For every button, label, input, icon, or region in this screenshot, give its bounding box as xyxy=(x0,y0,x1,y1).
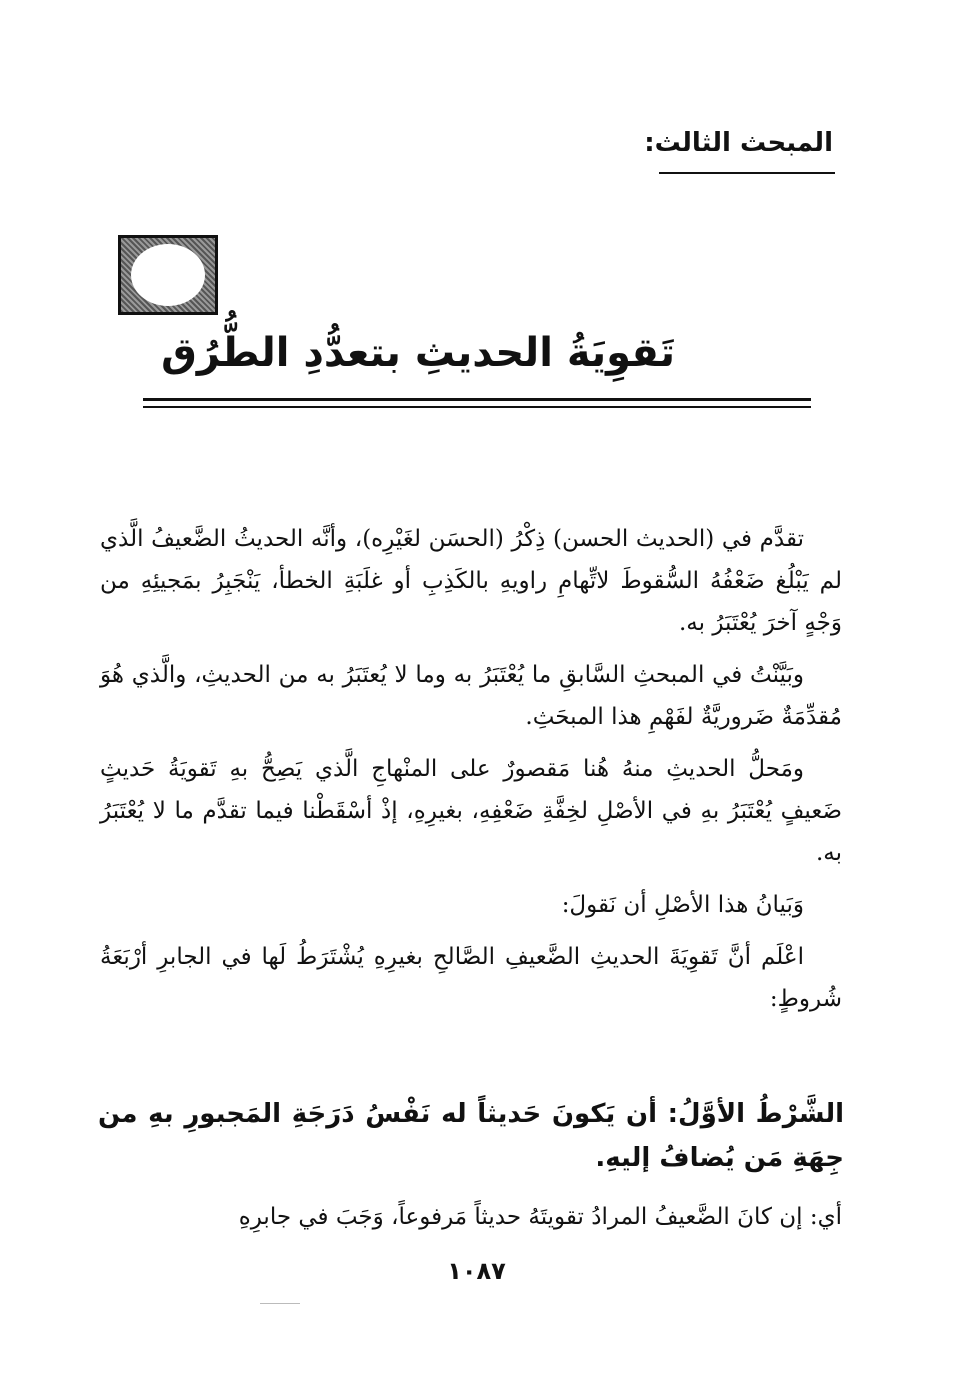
section-label: المبحث الثالث: xyxy=(644,128,833,158)
paragraph-3: ومَحلُّ الحديثِ منهُ هُنا مَقصورٌ على المنْهاجِ الَّذي يَصِحُّ بهِ تَقويَةُ حَديثٍ ضَعيفٍ يُعْتَبَرُ بهِ في الأصْلِ لخِفَّةِ ضَعْفِهِ، بغيرِهِ، إذْ أسْقَطْنا فيما تقدَّم ما لا يُعْتَبَرُ به. xyxy=(100,756,842,866)
paragraph-continued: أي: إن كانَ الضَّعيفُ المرادُ تقويتَهُ حديثاً مَرفوعاً، وَجَبَ في جابرِهِ xyxy=(238,1204,842,1230)
ornament-frame-icon xyxy=(118,235,218,315)
page-number: ١٠٨٧ xyxy=(447,1257,506,1285)
paragraph-4: وَبَيانُ هذا الأصْلِ أن نَقولَ: xyxy=(561,892,804,918)
paragraph-5: اعْلَم أنَّ تَقوِيَةَ الحديثِ الضَّعيفِ الصَّالحِ بغيرِهِ يُشْتَرَطُ لَها في الجابرِ أرْبَعَةُ شُروطٍ: xyxy=(100,944,842,1012)
ornament-frame-inner xyxy=(131,244,205,306)
body-text xyxy=(100,518,842,1030)
chapter-title: تَقوِيَةُ الحديثِ بتعدُّدِ الطُّرُق xyxy=(161,330,675,376)
paragraph-2: وبَيَّنْتُ في المبحثِ السَّابقِ ما يُعْتَبَرُ به وما لا يُعتَبَرُ به من الحديثِ، والَّذي هُوَ مُقدِّمَةٌ ضَروريَّةٌ لفَهْمِ هذا المبحَثِ. xyxy=(100,662,842,730)
title-rule-bottom xyxy=(143,406,811,408)
paragraph-1: تقدَّم في (الحديث الحسن) ذِكْرُ (الحسَن لغَيْرِه)، وأنَّه الحديثُ الضَّعيفُ الَّذي لم يَبْلُغ ضَعْفُهُ السُّقوطَ لاتِّهامِ راويهِ بالكَذِبِ أو غلَبَةِ الخطأ، يَنْجَبِرُ بمَجيئِهِ من وَجْهٍ آخرَ يُعْتَبَرُ به. xyxy=(100,526,842,636)
scan-mark xyxy=(260,1303,300,1304)
title-rule-top xyxy=(143,398,811,401)
section-underline xyxy=(659,172,835,174)
condition-heading: الشَّرْطُ الأوَّلُ: أن يَكونَ حَديثاً له نَفْسُ دَرَجَةِ المَجبورِ بهِ من جِهَةِ مَن يُضافُ إليهِ. xyxy=(98,1099,844,1173)
